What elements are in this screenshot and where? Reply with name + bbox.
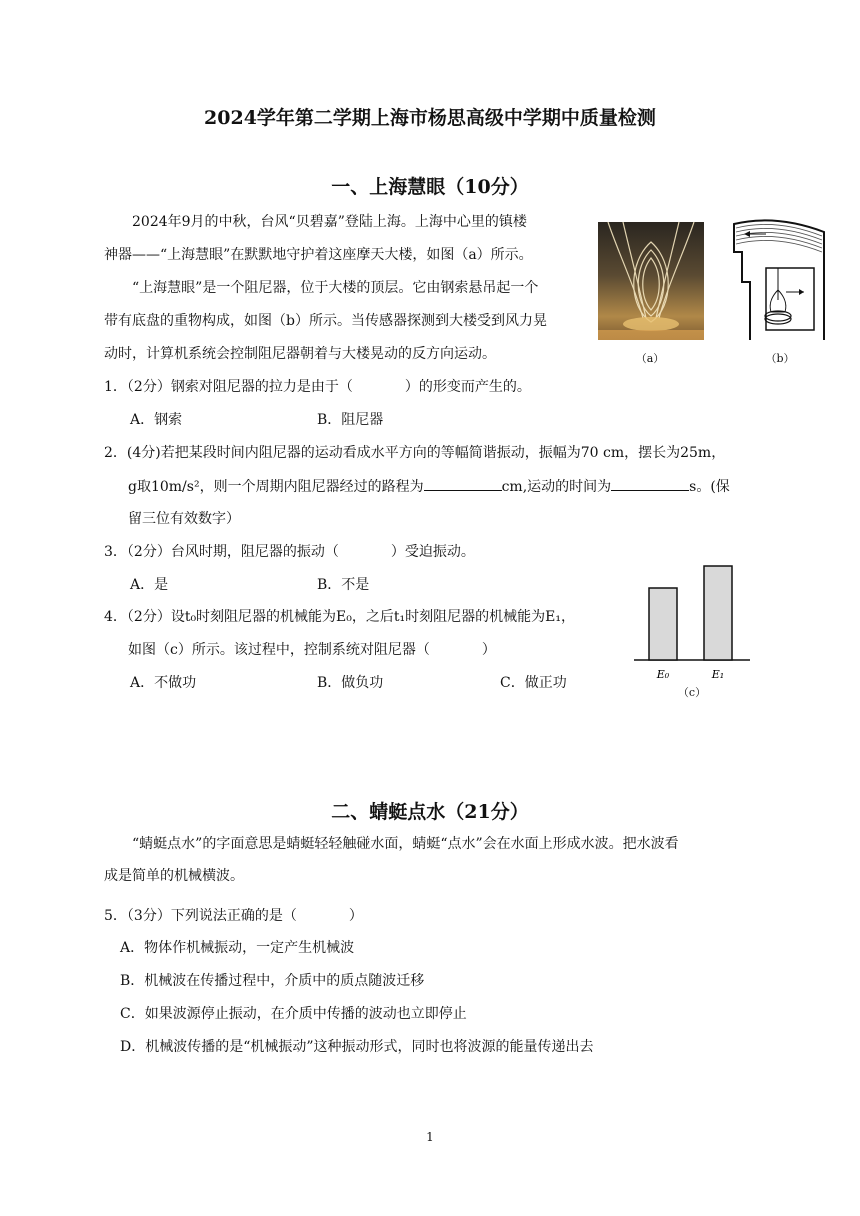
q3-stem-after: ）受迫振动。 — [390, 544, 475, 560]
question-3 — [104, 542, 475, 562]
question-2-line2 — [128, 476, 730, 497]
section1-heading: 一、上海慧眼（10分） — [331, 176, 529, 198]
section2-intro-line1: “蜻蜓点水”的字面意思是蜻蜓轻轻触碰水面，蜻蜓“点水”会在水面上形成水波。把水波看 — [132, 836, 679, 852]
figure-a-caption: （a） — [635, 352, 665, 365]
question-5 — [104, 906, 363, 926]
bar-e1 — [704, 566, 732, 660]
figure-b-caption: （b） — [765, 352, 795, 365]
question-4-line1: 4．（2分）设t₀时刻阻尼器的机械能为E₀，之后t₁时刻阻尼器的机械能为E₁， — [104, 609, 575, 625]
q1-option-b: B．阻尼器 — [317, 412, 384, 428]
q1-option-a: A．钢索 — [130, 412, 183, 428]
intro-line-1: 2024年9月的中秋，台风“贝碧嘉”登陆上海。上海中心里的镇楼 — [132, 214, 527, 230]
q5-stem-after: ） — [348, 908, 363, 924]
page-number: 1 — [426, 1130, 434, 1144]
q4-option-b: B．做负功 — [317, 675, 384, 691]
q2-blank-time[interactable] — [611, 476, 689, 491]
section2-heading: 二、蜻蜓点水（21分） — [331, 801, 529, 823]
question-1 — [104, 377, 531, 397]
q5-option-c: C．如果波源停止振动，在介质中传播的波动也立即停止 — [120, 1006, 467, 1022]
q2-text-a: g取10m/s²，则一个周期内阻尼器经过的路程为 — [128, 479, 424, 495]
figure-c-bar-chart — [632, 560, 752, 690]
q1-stem-before: 1．（2分）钢索对阻尼器的拉力是由于（ — [104, 379, 353, 395]
question-2-line3: 留三位有效数字） — [128, 511, 240, 527]
exam-title: 2024学年第二学期上海市杨思高级中学期中质量检测 — [204, 107, 656, 129]
figure-b-diagram — [716, 212, 828, 346]
q3-option-a: A．是 — [130, 577, 169, 593]
q4-option-c: C．做正功 — [500, 675, 567, 691]
q3-option-b: B．不是 — [317, 577, 370, 593]
intro-line-4: 带有底盘的重物构成，如图（b）所示。当传感器探测到大楼受到风力晃 — [104, 313, 547, 329]
q1-stem-after: ）的形变而产生的。 — [404, 379, 531, 395]
question-2-line1: 2．(4分)若把某段时间内阻尼器的运动看成水平方向的等幅简谐振动，振幅为70 cm，摆长为25m， — [104, 445, 726, 461]
section2-intro-line2: 成是简单的机械横波。 — [104, 868, 244, 884]
bar-e0 — [649, 588, 677, 660]
q4-stem-before: 如图（c）所示。该过程中，控制系统对阻尼器（ — [128, 642, 430, 658]
intro-line-5: 动时，计算机系统会控制阻尼器朝着与大楼晃动的反方向运动。 — [104, 346, 496, 362]
q3-stem-before: 3．（2分）台风时期，阻尼器的振动（ — [104, 544, 339, 560]
q5-option-d: D．机械波传播的是“机械振动”这种振动形式，同时也将波源的能量传递出去 — [120, 1039, 594, 1055]
intro-line-3: “上海慧眼”是一个阻尼器，位于大楼的顶层。它由钢索悬吊起一个 — [132, 280, 539, 296]
q4-stem-after: ） — [481, 642, 496, 658]
figure-a-photo — [598, 222, 704, 340]
q2-blank-distance[interactable] — [424, 476, 502, 491]
q2-text-c: s。(保 — [689, 479, 730, 495]
q4-option-a: A．不做功 — [130, 675, 197, 691]
figure-c-caption: （c） — [677, 686, 707, 699]
q5-option-b: B．机械波在传播过程中，介质中的质点随波迁移 — [120, 973, 425, 989]
q2-text-b: cm,运动的时间为 — [501, 479, 612, 495]
bar-label-e0: E₀ — [656, 668, 670, 681]
bar-label-e1: E₁ — [711, 668, 725, 681]
q5-stem-before: 5．（3分）下列说法正确的是（ — [104, 908, 297, 924]
q5-option-a: A．物体作机械振动，一定产生机械波 — [120, 940, 355, 956]
intro-line-2: 神器——“上海慧眼”在默默地守护着这座摩天大楼，如图（a）所示。 — [104, 247, 533, 263]
question-4-line2 — [128, 640, 496, 660]
